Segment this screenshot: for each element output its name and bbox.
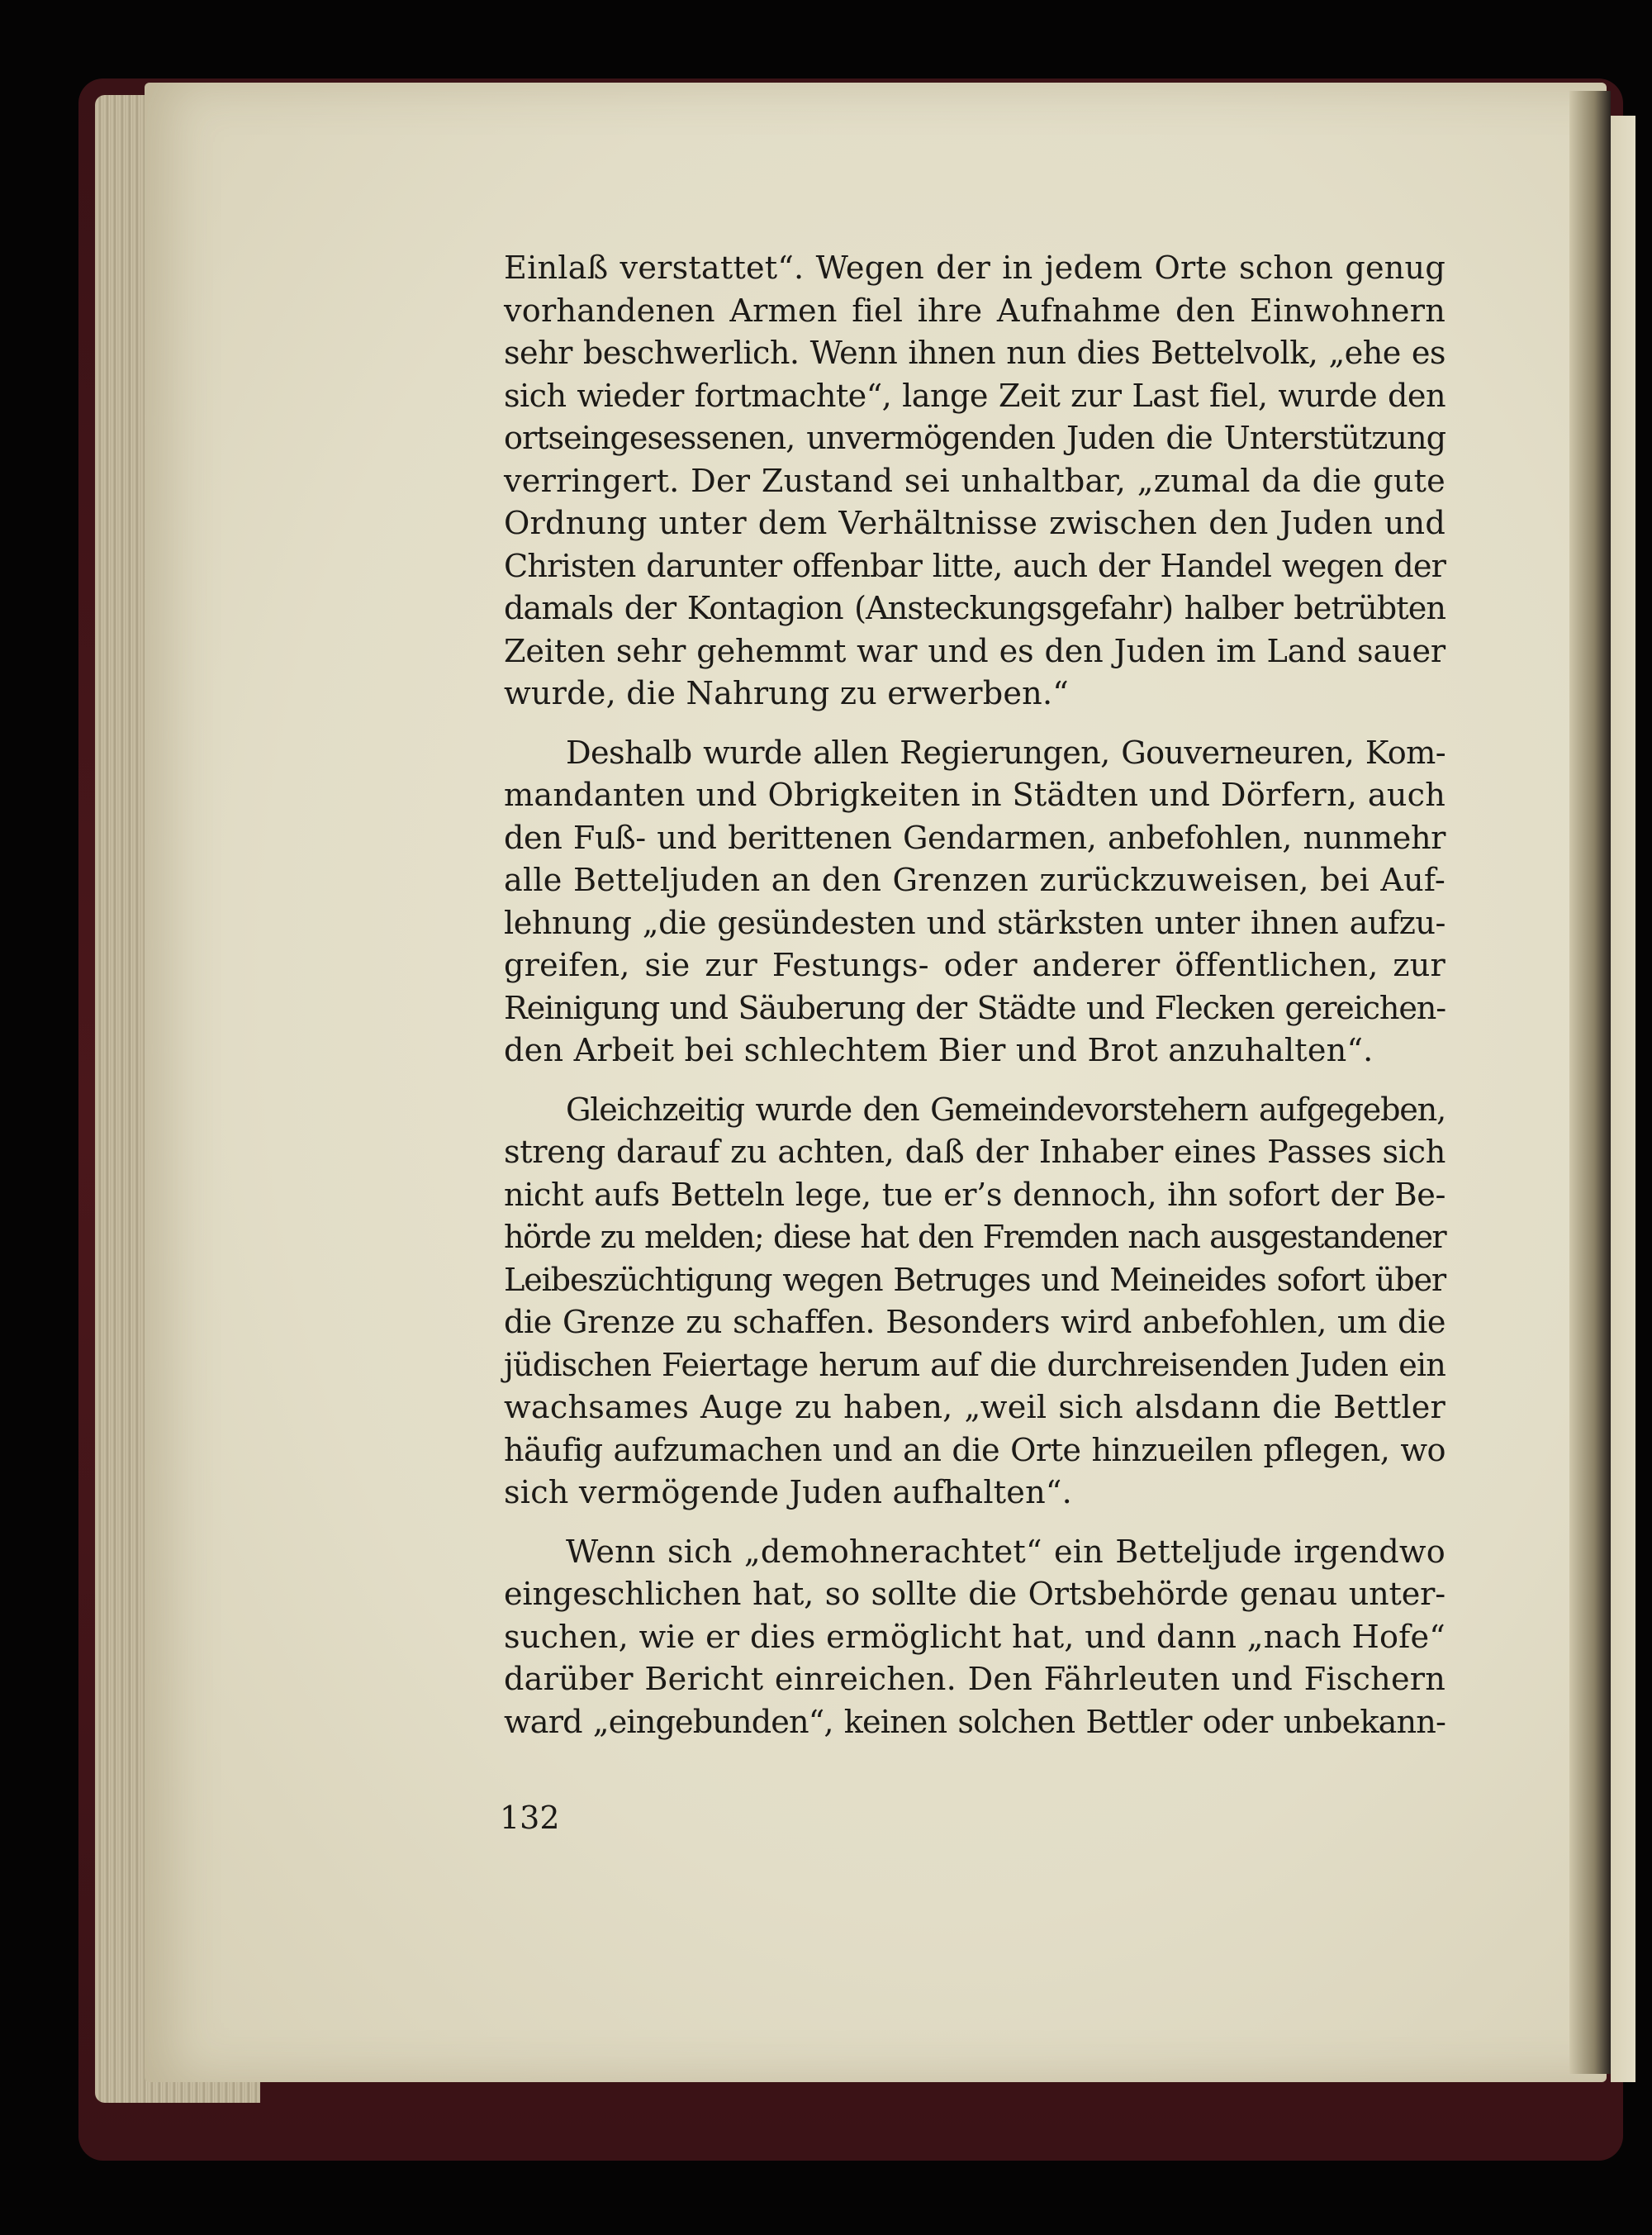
text-line: Ordnung unter dem Verhältnisse zwischen den Juden und — [504, 506, 1446, 542]
text-line: häufig aufzumachen und an die Orte hinzueilen pflegen, wo — [504, 1432, 1446, 1469]
facing-page-edge — [1611, 116, 1635, 2082]
text-line: Wenn sich „demohnerachtet“ ein Betteljude irgendwo — [566, 1534, 1446, 1571]
text-line: eingeschlichen hat, so sollte die Ortsbehörde genau unter- — [504, 1576, 1446, 1613]
text-line: sehr beschwerlich. Wenn ihnen nun dies Bettelvolk, „ehe es — [504, 335, 1446, 372]
text-line: damals der Kontagion (Ansteckungsgefahr) halber betrübten — [504, 591, 1446, 627]
page-gutter — [1569, 91, 1611, 2074]
text-line: lehnung „die gesündesten und stärksten unter ihnen aufzu- — [504, 905, 1446, 942]
body-text — [504, 248, 1446, 1744]
text-line: den Fuß- und berittenen Gendarmen, anbefohlen, nunmehr — [504, 820, 1446, 857]
text-line: alle Betteljuden an den Grenzen zurückzuweisen, bei Auf- — [504, 863, 1446, 899]
text-line: wachsames Auge zu haben, „weil sich alsdann die Bettler — [504, 1390, 1446, 1426]
text-line: Einlaß verstattet“. Wegen der in jedem Orte schon genug — [504, 250, 1446, 287]
text-line: Christen darunter offenbar litte, auch der Handel wegen der — [504, 548, 1446, 585]
text-line: Gleichzeitig wurde den Gemeindevorstehern aufgegeben, — [566, 1091, 1446, 1129]
text-line: nicht aufs Betteln lege, tue er’s dennoch, ihn sofort der Be- — [504, 1177, 1446, 1214]
text-line: streng darauf zu achten, daß der Inhaber eines Passes sich — [504, 1134, 1446, 1171]
text-line: wurde, die Nahrung zu erwerben.“ — [504, 676, 1070, 712]
paragraph-1 — [504, 248, 1446, 716]
text-line: ortseingesessenen, unvermögenden Juden die Unterstützung — [504, 421, 1446, 457]
text-line: Leibeszüchtigung wegen Betruges und Meineides sofort über — [504, 1262, 1446, 1299]
text-line: vorhandenen Armen fiel ihre Aufnahme den Einwohnern — [504, 292, 1446, 330]
text-line: hörde zu melden; diese hat den Fremden nach ausgestandener — [504, 1220, 1446, 1256]
text-line: sich vermögende Juden aufhalten“. — [504, 1475, 1072, 1511]
text-line: jüdischen Feiertage herum auf die durchreisenden Juden ein — [504, 1347, 1446, 1384]
text-line: sich wieder fortmachte“, lange Zeit zur Last fiel, wurde den — [504, 378, 1446, 415]
text-line: verringert. Der Zustand sei unhaltbar, „zumal da die gute — [504, 463, 1446, 500]
paragraph-2 — [504, 733, 1446, 1073]
text-line: den Arbeit bei schlechtem Bier und Brot anzuhalten“. — [504, 1033, 1374, 1069]
paragraph-4 — [504, 1532, 1446, 1745]
text-line: Reinigung und Säuberung der Städte und Flecken gereichen- — [504, 990, 1446, 1027]
text-line: greifen, sie zur Festungs- oder anderer öffentlichen, zur — [504, 948, 1446, 984]
text-line: ward „eingebunden“, keinen solchen Bettler oder unbekann- — [504, 1704, 1446, 1741]
text-line: Zeiten sehr gehemmt war und es den Juden im Land sauer — [504, 633, 1446, 670]
paragraph-3 — [504, 1090, 1446, 1515]
text-line: mandanten und Obrigkeiten in Städten und Dörfern, auch — [504, 777, 1446, 814]
page-number: 132 — [500, 1800, 560, 1836]
text-line: suchen, wie er dies ermöglicht hat, und dann „nach Hofe“ — [504, 1619, 1446, 1656]
text-line: darüber Bericht einreichen. Den Fährleuten und Fischern — [504, 1662, 1446, 1698]
text-line: Deshalb wurde allen Regierungen, Gouverneuren, Kom- — [566, 735, 1446, 772]
text-line: die Grenze zu schaffen. Besonders wird anbefohlen, um die — [504, 1305, 1446, 1341]
